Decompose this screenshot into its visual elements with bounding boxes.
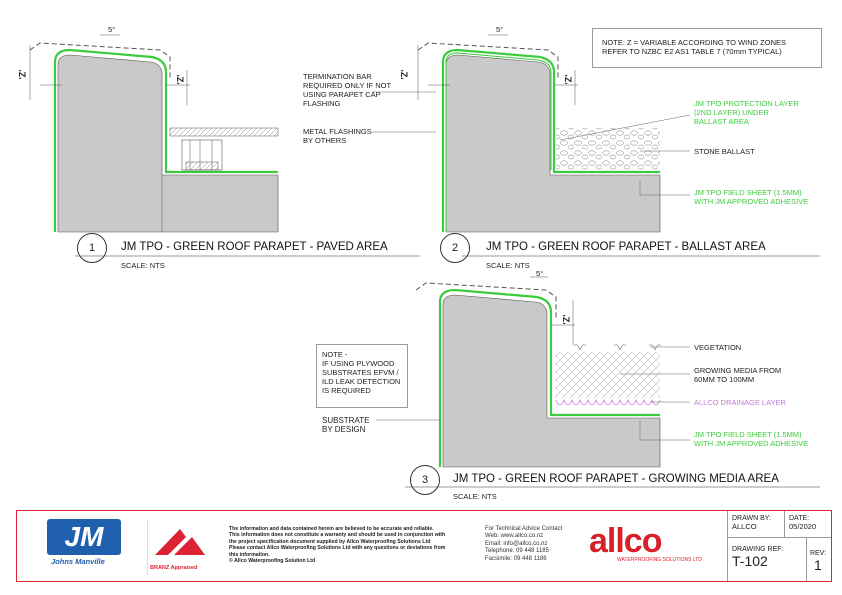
field-sheet-callout-3 xyxy=(694,430,808,448)
termination-line-3: USING PARAPET CAP xyxy=(303,90,381,99)
field-line-2: WITH JM APPROVED ADHESIVE xyxy=(694,197,809,206)
drainage-layer-callout: ALLCO DRAINAGE LAYER xyxy=(694,398,786,407)
detail-2-number: 2 xyxy=(440,233,470,263)
contact-line-4: Telephone: 09 448 1185 xyxy=(485,548,549,555)
detail-3-title: JM TPO - GREEN ROOF PARAPET - GROWING MEDIA AREA xyxy=(453,473,779,485)
field3-line-2: WITH JM APPROVED ADHESIVE xyxy=(694,439,809,448)
branz-logo xyxy=(150,525,222,575)
contact-line-3: Email: info@allco.co.nz xyxy=(485,540,548,547)
branz-mark-icon xyxy=(150,525,210,559)
plywood-line-3: SUBSTRATES EFVM / xyxy=(322,368,399,377)
z-label-3: 'Z' xyxy=(561,314,572,325)
protection-line-2: (2ND LAYER) UNDER xyxy=(694,108,769,117)
termination-line-4: FLASHING xyxy=(303,99,341,108)
detail-3-scale: SCALE: NTS xyxy=(453,492,497,501)
plywood-line-2: IF USING PLYWOOD xyxy=(322,359,395,368)
jm-logo-name: Johns Manville xyxy=(51,557,105,566)
disclaimer-line-6: © Allco Waterproofing Solution Ltd xyxy=(229,558,316,565)
drawing-ref-value: T-102 xyxy=(732,553,768,569)
allco-logo xyxy=(589,521,719,575)
wind-zone-note xyxy=(602,38,786,56)
detail-1-number: 1 xyxy=(77,233,107,263)
contact-info xyxy=(485,526,585,563)
contact-line-2: Web: www.allco.co.nz xyxy=(485,533,544,540)
substrate-line-1: SUBSTRATE xyxy=(322,416,370,425)
slope-label-1: 5° xyxy=(108,25,116,34)
field3-line-1: JM TPO FIELD SHEET (1.5MM) xyxy=(694,430,802,439)
plywood-line-4: ILD LEAK DETECTION xyxy=(322,377,401,386)
vegetation-callout: VEGETATION xyxy=(694,343,742,352)
jm-logo-mark: JM xyxy=(47,519,121,555)
contact-line-5: Facsimile: 09 448 1186 xyxy=(485,555,547,562)
z-label-2b: 'Z' xyxy=(563,74,574,85)
field-line-1: JM TPO FIELD SHEET (1.5MM) xyxy=(694,188,802,197)
disclaimer-line-1: The information and data contained herein are believed to be accurate and reliable. xyxy=(229,526,434,532)
metal-flashings-callout xyxy=(303,127,372,145)
date-label: DATE: xyxy=(789,515,810,522)
slope-label-2: 5° xyxy=(496,25,504,34)
rev-cell xyxy=(807,538,831,581)
metal-line-1: METAL FLASHINGS xyxy=(303,127,372,136)
z-label-2a: 'Z' xyxy=(399,69,410,80)
stone-ballast-callout: STONE BALLAST xyxy=(694,147,755,156)
disclaimer-line-5: this information. xyxy=(229,551,270,558)
termination-bar-callout xyxy=(303,72,391,108)
plywood-note xyxy=(322,350,400,395)
branz-label: BRANZ Appraised xyxy=(150,565,198,571)
rev-label: REV: xyxy=(810,550,827,557)
detail-2-title: JM TPO - GREEN ROOF PARAPET - BALLAST AREA xyxy=(486,241,766,253)
growing-line-2: 60MM TO 100MM xyxy=(694,375,755,384)
drawing-ref-cell xyxy=(728,538,807,581)
disclaimer-line-3: the project specification document supplied by Allco Waterproofing Solutions Ltd xyxy=(229,538,431,545)
detail-1-title: JM TPO - GREEN ROOF PARAPET - PAVED AREA xyxy=(121,241,388,253)
protection-layer-callout xyxy=(694,99,799,126)
substrate-line-2: BY DESIGN xyxy=(322,425,366,434)
detail-3-number: 3 xyxy=(410,465,440,495)
rev-value: 1 xyxy=(814,557,822,573)
drawn-by-cell xyxy=(728,511,785,538)
disclaimer xyxy=(229,526,479,564)
allco-tagline: WATERPROOFING SOLUTIONS LTD xyxy=(617,557,702,563)
protection-line-1: JM TPO PROTECTION LAYER xyxy=(694,99,799,108)
metal-line-2: BY OTHERS xyxy=(303,136,347,145)
plywood-line-5: IS REQUIRED xyxy=(322,386,371,395)
allco-logo-mark: allco xyxy=(589,522,662,560)
wind-zone-note-line-2: REFER TO NZBC E2 AS1 TABLE 7 (70mm TYPICAL) xyxy=(602,47,782,56)
slope-label-3: 5° xyxy=(536,269,544,278)
drawing-info xyxy=(727,511,831,581)
detail-2-scale: SCALE: NTS xyxy=(486,261,530,270)
contact-line-1: For Technical Advice Contact xyxy=(485,526,563,532)
date-value: 05/2020 xyxy=(789,522,817,531)
wind-zone-note-line-1: NOTE: Z = VARIABLE ACCORDING TO WIND ZONES xyxy=(602,38,786,47)
termination-line-1: TERMINATION BAR xyxy=(303,72,372,81)
plywood-line-1: NOTE - xyxy=(322,350,348,359)
growing-media-callout xyxy=(694,366,781,384)
z-label-1a: 'Z' xyxy=(17,69,28,80)
drawn-by-value: ALLCO xyxy=(732,522,757,531)
growing-line-1: GROWING MEDIA FROM xyxy=(694,366,782,375)
field-sheet-callout-2 xyxy=(694,188,808,206)
detail-3-drawing xyxy=(416,277,661,467)
date-cell xyxy=(785,511,831,538)
jm-logo xyxy=(37,519,148,575)
z-label-1b: 'Z' xyxy=(175,74,186,85)
drawing-ref-label: DRAWING REF: xyxy=(732,546,784,553)
substrate-callout xyxy=(322,416,369,434)
title-block xyxy=(16,510,832,582)
drawn-by-label: DRAWN BY: xyxy=(732,515,772,522)
termination-line-2: REQUIRED ONLY IF NOT xyxy=(303,81,392,90)
detail-1-scale: SCALE: NTS xyxy=(121,261,165,270)
protection-line-3: BALLAST AREA xyxy=(694,117,749,126)
disclaimer-line-4: Please contact Allco Waterproofing Solutions Ltd with any questions or deviations from xyxy=(229,545,446,552)
detail-1-drawing xyxy=(30,35,278,232)
disclaimer-line-2: This information does not constitute a warranty and should be used in conjunction with xyxy=(229,532,446,539)
